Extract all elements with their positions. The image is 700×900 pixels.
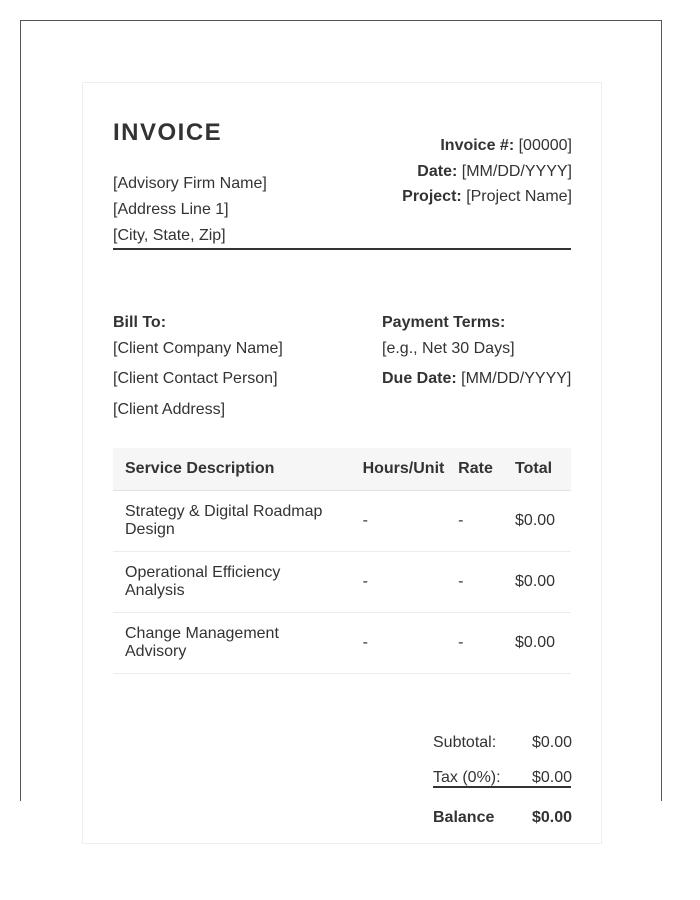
row-hours: - (347, 491, 453, 552)
row-rate: - (452, 491, 509, 552)
due-date (382, 370, 571, 388)
subtotal-value: $0.00 (531, 734, 572, 751)
due-date-label: Due Date: (382, 370, 457, 387)
invoice-project-value: [Project Name] (466, 188, 572, 205)
due-date-value: [MM/DD/YYYY] (461, 370, 572, 387)
table-row (113, 552, 571, 613)
client-company: [Client Company Name] (113, 340, 283, 357)
col-header-hours: Hours/Unit (347, 448, 453, 491)
invoice-date (417, 163, 572, 181)
table-row (113, 613, 571, 674)
header-divider (113, 248, 571, 250)
col-header-total: Total (509, 448, 571, 491)
row-description: Change Management Advisory (113, 613, 347, 674)
invoice-project (402, 188, 572, 206)
client-contact: [Client Contact Person] (113, 370, 278, 387)
firm-city-state-zip: [City, State, Zip] (113, 227, 226, 244)
invoice-date-value: [MM/DD/YYYY] (461, 163, 572, 180)
invoice-date-label: Date: (417, 163, 458, 180)
invoice-sheet (82, 82, 602, 844)
col-header-description: Service Description (113, 448, 347, 491)
subtotal-label: Subtotal: (433, 734, 497, 751)
payment-terms-value: [e.g., Net 30 Days] (382, 340, 515, 357)
invoice-project-label: Project: (402, 188, 462, 205)
invoice-title: INVOICE (113, 119, 223, 146)
row-total: $0.00 (509, 491, 571, 552)
tax-label: Tax (0%): (433, 769, 501, 786)
bill-to-label: Bill To: (113, 314, 167, 331)
row-hours: - (347, 552, 453, 613)
firm-name: [Advisory Firm Name] (113, 175, 267, 192)
client-address: [Client Address] (113, 401, 226, 418)
row-rate: - (452, 613, 509, 674)
row-hours: - (347, 613, 453, 674)
row-total: $0.00 (509, 552, 571, 613)
col-header-rate: Rate (452, 448, 509, 491)
services-table (113, 448, 571, 674)
totals-divider (433, 786, 571, 788)
balance-value: $0.00 (531, 809, 572, 826)
row-description: Strategy & Digital Roadmap Design (113, 491, 347, 552)
row-rate: - (452, 552, 509, 613)
table-row (113, 491, 571, 552)
payment-terms-label: Payment Terms: (382, 314, 506, 331)
invoice-number-label: Invoice #: (440, 137, 515, 154)
table-header-row (113, 448, 571, 491)
firm-address-line1: [Address Line 1] (113, 201, 229, 218)
invoice-number (440, 137, 572, 155)
row-total: $0.00 (509, 613, 571, 674)
balance-label: Balance (433, 809, 495, 826)
tax-value: $0.00 (531, 769, 572, 786)
invoice-number-value: [00000] (518, 137, 572, 154)
page-frame (20, 20, 662, 826)
row-description: Operational Efficiency Analysis (113, 552, 347, 613)
